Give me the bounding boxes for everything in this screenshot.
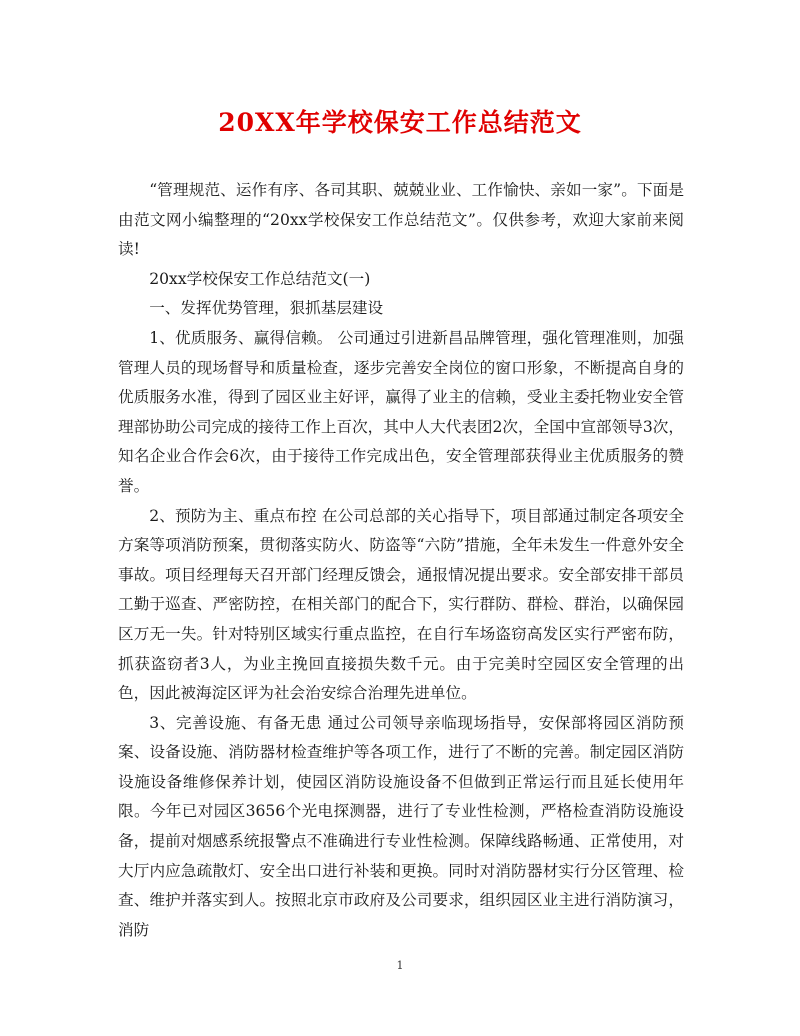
body-paragraph: 2、预防为主、重点布控 在公司总部的关心指导下，项目部通过制定各项安全方案等项消防预案，贯彻落实防火、防盗等“六防”措施，全年未发生一件意外安全事故。项目经理每天召开部门经理反馈会，通报情况提出要求。安全部安排干部员工勤于巡查、严密防控，在相关部门的配合下，实行群防、群检、群治，以确保园区万无一失。针对特别区域实行重点监控，在自行车场盗窃高发区实行严密布防，抓获盗窃者3人，为业主挽回直接损失数千元。由于完美时空园区安全管理的出色，因此被海淀区评为社会治安综合治理先进单位。 <box>118 506 684 703</box>
document-title: 20XX年学校保安工作总结范文 <box>218 108 582 137</box>
document-body <box>118 176 684 945</box>
page-number: 1 <box>396 959 404 972</box>
intro-paragraph: “管理规范、运作有序、各司其职、兢兢业业、工作愉快、亲如一家”。下面是由范文网小编整理的“20xx学校保安工作总结范文”。仅供参考，欢迎大家前来阅读! <box>118 181 684 259</box>
subsection-heading: 一、发挥优势管理，狠抓基层建设 <box>149 299 384 318</box>
body-paragraph: 3、完善设施、有备无患 通过公司领导亲临现场指导，安保部将园区消防预案、设备设施、消防器材检查维护等各项工作，进行了不断的完善。制定园区消防设施设备维修保养计划，使园区消防设施设备不但做到正常运行而且延长使用年限。今年已对园区3656个光电探测器，进行了专业性检测，严格检查消防设施设备，提前对烟感系统报警点不准确进行专业性检测。保障线路畅通、正常使用，对大厅内应急疏散灯、安全出口进行补装和更换。同时对消防器材实行分区管理、检查、维护并落实到人。按照北京市政府及公司要求，组织园区业主进行消防演习，消防 <box>118 713 684 939</box>
section-heading: 20xx学校保安工作总结范文(一) <box>149 269 371 288</box>
body-paragraph: 1、优质服务、赢得信赖。 公司通过引进新昌品牌管理，强化管理准则，加强管理人员的现场督导和质量检查，逐步完善安全岗位的窗口形象，不断提高自身的优质服务水准，得到了园区业主好评，赢得了业主的信赖，受业主委托物业安全管理部协助公司完成的接待工作上百次，其中人大代表团2次，全国中宣部领导3次，知名企业合作会6次，由于接待工作完成出色，安全管理部获得业主优质服务的赞誉。 <box>118 328 684 495</box>
